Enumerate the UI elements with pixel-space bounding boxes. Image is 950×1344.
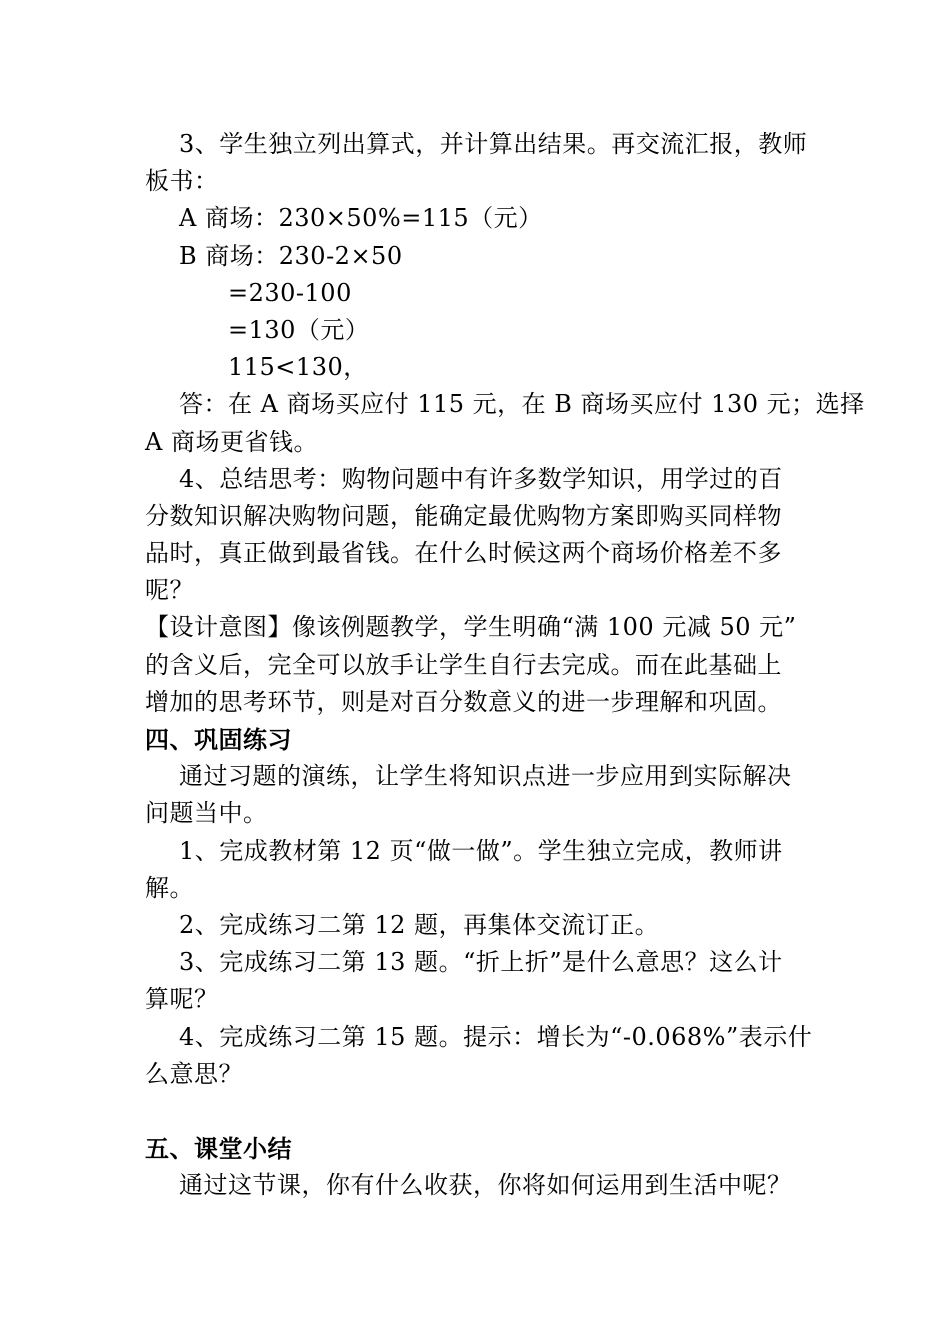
paragraph-line: 通过这节课，你有什么收获，你将如何运用到生活中呢？ bbox=[179, 1171, 792, 1200]
document-page bbox=[145, 126, 865, 1204]
paragraph-line: 么意思？ bbox=[145, 1059, 243, 1088]
paragraph-line: 通过习题的演练，让学生将知识点进一步应用到实际解决 bbox=[179, 762, 792, 791]
formula-line: =230-100 bbox=[228, 278, 352, 307]
paragraph-line: 分数知识解决购物问题，能确定最优购物方案即购买同样物 bbox=[145, 501, 782, 530]
paragraph-line: 【设计意图】像该例题教学，学生明确“满 100 元减 50 元” bbox=[145, 613, 797, 642]
paragraph-line: 呢？ bbox=[145, 576, 194, 605]
section-heading: 四、巩固练习 bbox=[145, 725, 292, 754]
section-heading: 五、课堂小结 bbox=[145, 1133, 292, 1163]
paragraph-line: 4、总结思考：购物问题中有许多数学知识，用学过的百 bbox=[179, 464, 783, 493]
paragraph-line: 算呢？ bbox=[145, 985, 219, 1014]
formula-line: B 商场：230-2×50 bbox=[179, 241, 403, 270]
paragraph-line: 1、完成教材第 12 页“做一做”。学生独立完成，教师讲 bbox=[179, 836, 783, 865]
paragraph-line: 2、完成练习二第 12 题，再集体交流订正。 bbox=[179, 910, 660, 939]
formula-line: 115<130， bbox=[228, 353, 368, 382]
paragraph-line: 问题当中。 bbox=[145, 799, 268, 828]
paragraph-line: A 商场更省钱。 bbox=[145, 427, 318, 456]
paragraph-line: 的含义后，完全可以放手让学生自行去完成。而在此基础上 bbox=[145, 650, 782, 679]
paragraph-line: 板书： bbox=[145, 167, 219, 196]
paragraph-line: 4、完成练习二第 15 题。提示：增长为“-0.068%”表示什 bbox=[179, 1022, 813, 1051]
paragraph-line: 品时，真正做到最省钱。在什么时候这两个商场价格差不多 bbox=[145, 539, 782, 568]
formula-line: A 商场：230×50%=115（元） bbox=[179, 204, 543, 233]
paragraph-line: 3、完成练习二第 13 题。“折上折”是什么意思？这么计 bbox=[179, 948, 783, 977]
blank-line bbox=[145, 1093, 810, 1130]
paragraph-line: 答：在 A 商场买应付 115 元，在 B 商场买应付 130 元；选择 bbox=[179, 390, 865, 419]
paragraph-line: 增加的思考环节，则是对百分数意义的进一步理解和巩固。 bbox=[145, 687, 782, 716]
formula-line: =130（元） bbox=[228, 315, 370, 344]
paragraph-line: 解。 bbox=[145, 873, 194, 902]
paragraph-line: 3、学生独立列出算式，并计算出结果。再交流汇报，教师 bbox=[179, 130, 808, 158]
